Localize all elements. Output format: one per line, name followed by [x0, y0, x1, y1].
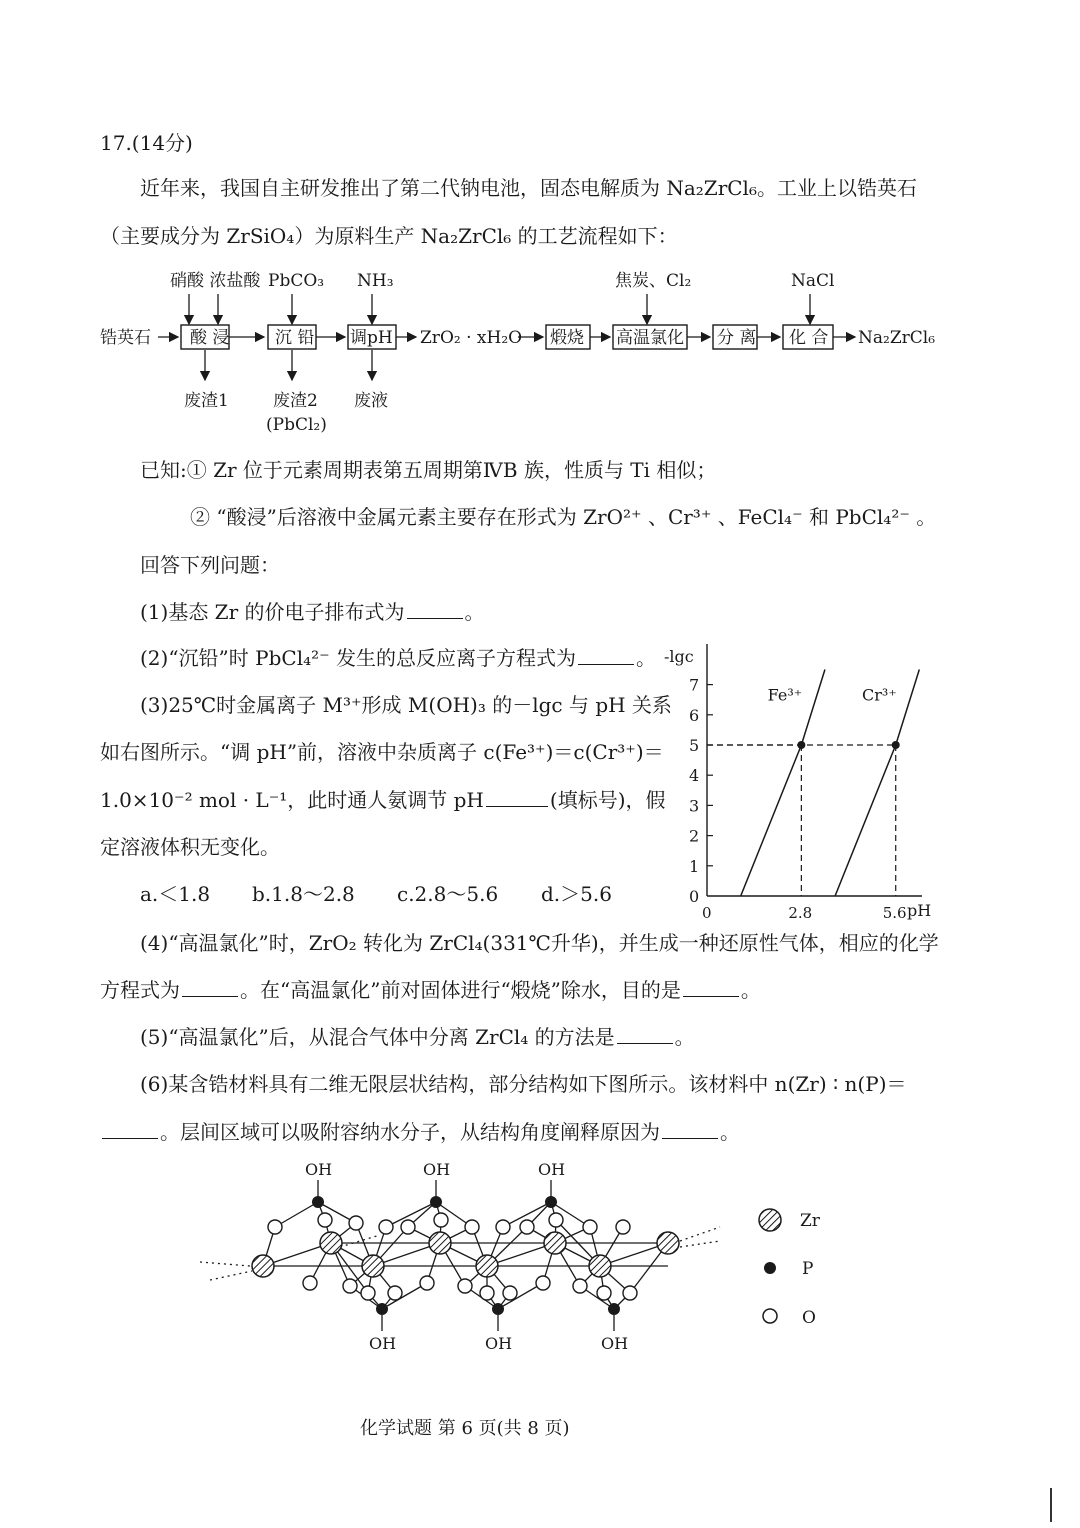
answer-blank[interactable] — [662, 1137, 718, 1139]
question-number: 17.(14分) — [100, 131, 193, 155]
answer-blank[interactable] — [578, 663, 634, 665]
question-4-text-2: 。在“高温氯化”前对固体进行“煅烧”除水，目的是 — [240, 978, 681, 1002]
oxygen-atom — [361, 1286, 375, 1300]
phosphorus-atom — [430, 1196, 442, 1208]
question-3-line-1: (3)25℃时金属离子 M³⁺形成 M(OH)₃ 的－lgc 与 pH 关系 — [140, 693, 672, 717]
question-6-end: 。 — [720, 1120, 740, 1144]
y-tick-label: 3 — [689, 796, 700, 816]
waste-1-label: 废渣1 — [184, 391, 229, 411]
bond — [200, 1262, 250, 1266]
zirconium-atom — [429, 1232, 451, 1254]
oxygen-atom — [318, 1213, 332, 1227]
hydroxyl-label: OH — [369, 1334, 397, 1353]
oxygen-atom — [503, 1286, 517, 1300]
layered-structure-diagram — [190, 1155, 890, 1365]
waste-2-formula: (PbCl₂) — [266, 415, 327, 435]
question-1 — [140, 602, 485, 622]
page-footer: 化学试题 第 6 页(共 8 页) — [360, 1418, 570, 1439]
zirconium-atom — [362, 1255, 384, 1277]
oxygen-atom — [597, 1286, 611, 1300]
oxygen-atom — [616, 1220, 630, 1234]
reagent-coke-cl2-label: 焦炭、Cl₂ — [615, 271, 692, 291]
y-tick-label: 2 — [689, 826, 700, 846]
zirconium-atom — [544, 1232, 566, 1254]
legend-zr-label: Zr — [800, 1211, 820, 1231]
reagents-acid-label: 硝酸 浓盐酸 — [170, 271, 261, 291]
y-tick-label: 0 — [689, 887, 700, 906]
intermediate-label: ZrO₂ · xH₂O — [420, 328, 523, 348]
oxygen-atom — [496, 1220, 510, 1234]
answer-blank[interactable] — [683, 995, 739, 997]
step-separate: 分 离 — [717, 328, 757, 348]
intro-line-1: 近年来，我国自主研发推出了第二代钠电池，固态电解质为 Na₂ZrCl₆。工业上以锆英石 — [140, 176, 917, 200]
bond — [680, 1241, 720, 1247]
bond — [210, 1271, 252, 1280]
waste-2-label: 废渣2 — [273, 391, 318, 411]
phosphorus-atom — [312, 1196, 324, 1208]
x-axis-label: pH — [907, 901, 932, 920]
oxygen-atom — [458, 1279, 472, 1293]
oxygen-atom — [480, 1286, 494, 1300]
series-label-cr: Cr³⁺ — [862, 685, 897, 705]
answer-blank[interactable] — [182, 995, 238, 997]
hydroxyl-label: OH — [601, 1334, 629, 1353]
question-1-end: 。 — [464, 600, 485, 624]
reagent-pbco3-label: PbCO₃ — [268, 271, 325, 291]
oxygen-atom — [343, 1279, 357, 1293]
reagent-nh3-label: NH₃ — [357, 271, 394, 291]
answer-blank[interactable] — [102, 1137, 158, 1139]
y-tick-label: 5 — [689, 736, 700, 755]
question-5 — [140, 1027, 695, 1047]
phosphorus-atom — [376, 1303, 388, 1315]
x-tick-label: 2.8 — [788, 904, 813, 922]
oxygen-atom — [623, 1286, 637, 1300]
zirconium-atom — [589, 1255, 611, 1277]
legend-p-swatch — [764, 1262, 776, 1274]
hydroxyl-label: OH — [305, 1160, 333, 1179]
y-tick-label: 6 — [689, 705, 700, 725]
y-tick-label: 7 — [689, 675, 700, 695]
zirconium-atom — [252, 1255, 274, 1277]
product-label: Na₂ZrCl₆ — [858, 328, 936, 348]
hydroxyl-label: OH — [485, 1334, 513, 1353]
question-3-line-2: 如右图所示。“调 pH”前，溶液中杂质离子 c(Fe³⁺)＝c(Cr³⁺)＝ — [100, 740, 664, 764]
start-material-label: 锆英石 — [100, 328, 151, 348]
question-2-text: (2)“沉铅”时 PbCl₄²⁻ 发生的总反应离子方程式为 — [140, 646, 577, 670]
oxygen-atom — [434, 1213, 448, 1227]
question-4-line-1: (4)“高温氯化”时，ZrO₂ 转化为 ZrCl₄(331℃升华)，并生成一种还原性气体，相应的化学 — [140, 931, 939, 955]
answer-blank[interactable] — [407, 617, 463, 619]
phosphorus-atom — [492, 1303, 504, 1315]
x-tick-label: 5.6 — [882, 904, 907, 922]
question-5-end: 。 — [674, 1025, 695, 1049]
process-flow-diagram — [0, 260, 1080, 440]
zirconium-atom — [320, 1232, 342, 1254]
intro-line-2: （主要成分为 ZrSiO₄）为原料生产 Na₂ZrCl₆ 的工艺流程如下： — [100, 224, 678, 248]
question-4-line-2 — [100, 980, 761, 1000]
question-6-line-2 — [100, 1122, 740, 1142]
answer-blank[interactable] — [617, 1042, 673, 1044]
oxygen-atom — [465, 1220, 479, 1234]
step-adjust-ph: 调pH — [350, 328, 393, 348]
oxygen-atom — [303, 1276, 317, 1290]
question-1-text: (1)基态 Zr 的价电子排布式为 — [140, 600, 405, 624]
answer-prompt: 回答下列问题： — [140, 553, 280, 577]
question-4-end: 。 — [740, 978, 761, 1002]
oxygen-atom — [379, 1220, 393, 1234]
legend-zr-swatch — [759, 1209, 781, 1231]
oxygen-atom — [520, 1220, 534, 1234]
answer-blank[interactable] — [486, 805, 548, 807]
option-b: b.1.8～2.8 — [252, 882, 355, 906]
hydroxyl-label: OH — [538, 1160, 566, 1179]
question-2-end: 。 — [636, 646, 657, 670]
oxygen-atom — [536, 1276, 550, 1290]
step-high-temp-chlorination: 高温氯化 — [616, 328, 684, 348]
oxygen-atom — [349, 1216, 363, 1230]
reagent-nacl-label: NaCl — [791, 271, 835, 291]
question-5-text: (5)“高温氯化”后，从混合气体中分离 ZrCl₄ 的方法是 — [140, 1025, 615, 1049]
bond — [680, 1227, 720, 1241]
question-3-line-4: 定溶液体积无变化。 — [100, 835, 280, 859]
step-calcine: 煅烧 — [550, 328, 584, 348]
phosphorus-atom — [545, 1196, 557, 1208]
oxygen-atom — [268, 1220, 282, 1234]
question-3-line-3 — [100, 790, 666, 810]
oxygen-atom — [401, 1220, 415, 1234]
question-3-text-2: (填标号)，假 — [549, 788, 666, 812]
step-acid-leach: 酸 浸 — [190, 328, 230, 348]
option-a: a.＜1.8 — [140, 882, 211, 906]
waste-liquid-label: 废液 — [354, 391, 388, 411]
option-d: d.＞5.6 — [541, 882, 612, 906]
oxygen-atom — [583, 1220, 597, 1234]
y-tick-label: 1 — [689, 856, 700, 876]
oxygen-atom — [573, 1279, 587, 1293]
lgc-ph-chart — [660, 640, 940, 930]
option-c: c.2.8～5.6 — [397, 882, 499, 906]
zirconium-atom — [657, 1232, 679, 1254]
legend-o-swatch — [763, 1309, 777, 1323]
bond — [340, 1235, 380, 1247]
question-6-line-1: (6)某含锆材料具有二维无限层状结构，部分结构如下图所示。该材料中 n(Zr) ∶ n(P)＝ — [140, 1072, 907, 1096]
phosphorus-atom — [608, 1303, 620, 1315]
y-axis-label: -lgc — [664, 647, 694, 666]
oxygen-atom — [420, 1276, 434, 1290]
question-4-text: 方程式为 — [100, 978, 180, 1002]
data-point — [892, 741, 900, 749]
series-label-fe: Fe³⁺ — [767, 685, 803, 705]
step-combine: 化 合 — [789, 328, 829, 348]
question-2 — [140, 648, 656, 668]
zirconium-atom — [476, 1255, 498, 1277]
x-tick-label: 0 — [702, 904, 712, 922]
y-tick-label: 4 — [689, 766, 700, 786]
scan-edge-mark — [1050, 1488, 1052, 1522]
known-2: ② “酸浸”后溶液中金属元素主要存在形式为 ZrO²⁺ 、Cr³⁺ 、FeCl₄⁻ 和 PbCl₄²⁻ 。 — [190, 505, 937, 529]
step-precipitate-pb: 沉 铅 — [275, 328, 315, 348]
oxygen-atom — [549, 1213, 563, 1227]
oxygen-atom — [388, 1286, 402, 1300]
known-1: 已知:① Zr 位于元素周期表第五周期第ⅣB 族，性质与 Ti 相似； — [140, 458, 717, 482]
hydroxyl-label: OH — [423, 1160, 451, 1179]
legend-p-label: P — [802, 1259, 814, 1279]
question-3-text: 1.0×10⁻² mol · L⁻¹，此时通人氨调节 pH — [100, 788, 484, 812]
legend-o-label: O — [802, 1308, 816, 1328]
question-6-text: 。层间区域可以吸附容纳水分子，从结构角度阐释原因为 — [160, 1120, 660, 1144]
